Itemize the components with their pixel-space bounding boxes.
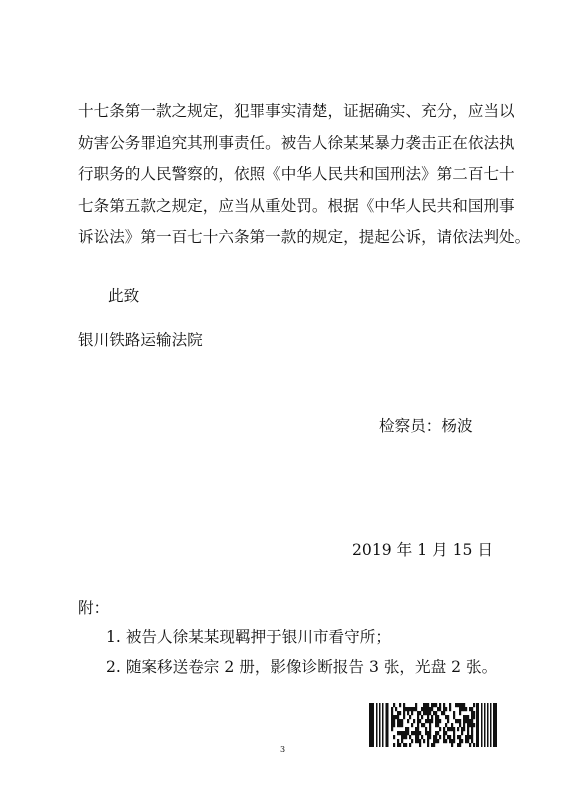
attachment-item: 1. 被告人徐某某现羁押于银川市看守所； [106,628,391,646]
body-line: 十七条第一款之规定，犯罪事实清楚，证据确实、充分，应当以 [78,102,515,120]
attachments-label: 附： [78,599,110,617]
document-date: 2019 年 1 月 15 日 [352,541,494,559]
salutation: 此致 [108,287,140,305]
body-line: 七条第五款之规定，应当从重处罚。根据《中华人民共和国刑事 [78,196,515,215]
court-name: 银川铁路运输法院 [78,331,203,349]
body-line: 行职务的人民警察的，依照《中华人民共和国刑法》第二百七十 [78,165,515,183]
page-number: 3 [280,745,286,754]
attachment-item: 2. 随案移送卷宗 2 册，影像诊断报告 3 张，光盘 2 张。 [106,658,498,676]
indictment-body-text [78,96,531,254]
body-line: 诉讼法》第一百七十六条第一款的规定，提起公诉，请依法判处。 [78,228,531,246]
body-line: 妨害公务罪追究其刑事责任。被告人徐某某暴力袭击正在依法执 [78,133,515,152]
inspector-signature: 检察员：杨波 [379,417,473,435]
barcode-icon [369,703,497,747]
